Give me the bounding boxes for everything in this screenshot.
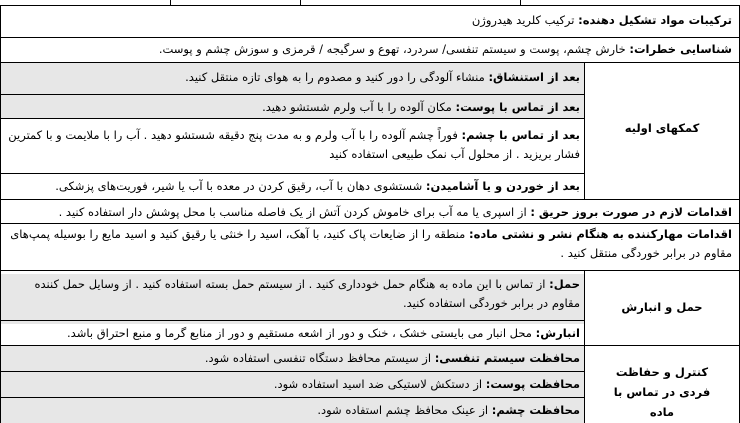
skin-contact-label: بعد از تماس با پوست: [455, 100, 580, 114]
composition-row [472, 9, 732, 31]
ingestion-label: بعد از خوردن و یا آشامیدن: [425, 179, 580, 193]
ppe-eye [317, 399, 580, 421]
eye-contact-value: فوراً چشم آلوده را با آب ولرم و به مدت پنج دقیقه شستشو دهید . آب را با ملایمت و با کمترین فشار بریزید . از محلول آب نمک طبیعی استفاده کنید [8, 128, 580, 161]
eye-protection-value: از عینک محافظ چشم استفاده شود. [317, 403, 492, 417]
eye-protection-label: محافظت چشم: [491, 403, 580, 417]
handling-value: از تماس با این ماده به هنگام حمل خودداری کنید . از سیستم حمل بسته استفاده کنید . از وسایل حمل کننده مقاوم در برابر خوردگی استفاده کنید. [34, 277, 580, 310]
handling-category: حمل و انبارش [621, 300, 703, 314]
inhalation-value: منشاء آلودگی را دور کنید و مصدوم را به هوای تازه منتقل کنید. [185, 70, 489, 84]
ingestion-value: شستشوی دهان با آب، رقیق کردن در معده با آب یا شیر، فوریت‌های پزشکی. [55, 179, 426, 193]
skin-contact-value: مکان آلوده را با آب ولرم شستشو دهید. [262, 100, 456, 114]
storage-row [67, 322, 580, 344]
ppe-respiratory [205, 347, 580, 369]
fire-value: از اسپری یا مه آب برای خاموش کردن آتش از یک فاصله مناسب با محل پوشش دار استفاده کنید . [58, 205, 531, 219]
handling-row [8, 275, 580, 313]
first-aid-ingestion [55, 175, 580, 197]
skin-protection-value: از دستکش لاستیکی ضد اسید استفاده شود. [273, 377, 486, 391]
first-aid-category: کمکهای اولیه [624, 121, 700, 135]
storage-label: انبارش: [535, 326, 580, 340]
ppe-category: کنترل و حفاظت فردی در تماس با ماده [613, 365, 711, 419]
ppe-skin [274, 373, 580, 395]
inhalation-label: بعد از استنشاق: [488, 70, 580, 84]
hazards-row [159, 38, 732, 60]
skin-protection-label: محافظت پوست: [485, 377, 580, 391]
fire-row [59, 201, 732, 223]
fire-label: اقدامات لازم در صورت بروز حریق : [530, 205, 732, 219]
composition-label: ترکیبات مواد تشکیل دهنده: [578, 13, 732, 27]
hazards-value: خارش چشم، پوست و سیستم تنفسی/ سردرد، تهوع و سرگیجه / قرمزی و سوزش چشم و پوست. [158, 42, 630, 56]
first-aid-skin [262, 96, 580, 118]
spill-row [6, 225, 732, 263]
respiratory-label: محافظت سیستم تنفسی: [434, 351, 580, 365]
composition-value: ترکیب کلرید هیدروژن [471, 13, 579, 27]
first-aid-inhalation [185, 66, 580, 88]
storage-value: محل انبار می بایستی خشک ، خنک و دور از اشعه مستقیم و دور از منابع گرما و منبع احتراق باشد. [67, 326, 536, 340]
respiratory-value: از سیستم محافظ دستگاه تنفسی استفاده شود. [204, 351, 435, 365]
spill-label: اقدامات مهارکننده به هنگام نشر و نشتی ماده: [468, 227, 732, 241]
hazards-label: شناسایی خطرات: [629, 42, 732, 56]
handling-label: حمل: [549, 277, 580, 291]
eye-contact-label: بعد از تماس با چشم: [461, 128, 580, 142]
spill-value: منطقه را از ضایعات پاک کنید، با آهک، اسید را خنثی یا رقیق کنید و اسید مایع را بوسیله پمپ‌های مقاوم در برابر خوردگی منتقل کنید . [10, 227, 732, 260]
first-aid-eye [8, 126, 580, 164]
